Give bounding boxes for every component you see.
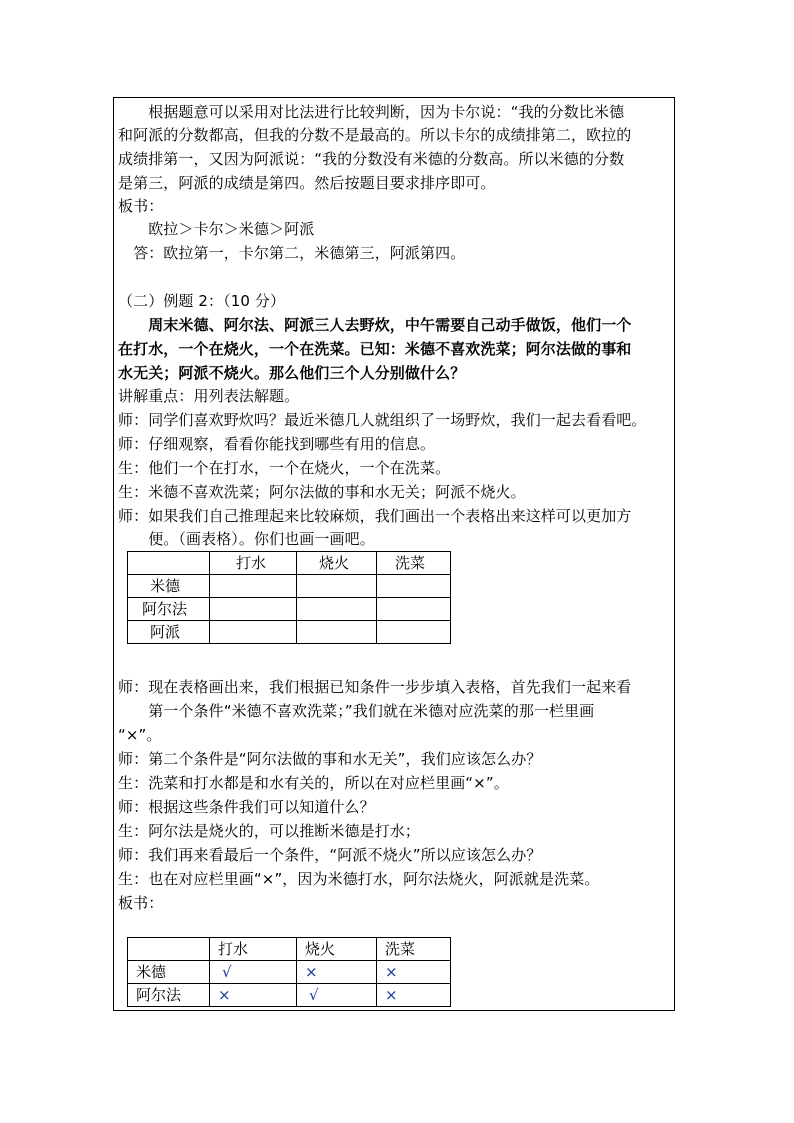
row-label: 阿尔法 <box>128 984 210 1007</box>
table-cell <box>210 575 297 598</box>
dialogue-line: 第一个条件“米德不喜欢洗菜；”我们就在米德对应洗菜的那一栏里画 <box>118 702 595 720</box>
table-cell <box>377 598 451 621</box>
row-label: 阿派 <box>128 621 210 644</box>
table-header-cell: 洗菜 <box>377 938 451 961</box>
table-row <box>128 575 451 598</box>
check-mark: √ <box>210 961 297 984</box>
row-label: 阿尔法 <box>128 598 210 621</box>
table-cell <box>210 621 297 644</box>
dialogue-line: “×”。 <box>118 726 162 744</box>
dialogue-line: 师：如果我们自己推理起来比较麻烦，我们画出一个表格出来这样可以更加方 <box>118 507 632 525</box>
dialogue-line: 生：阿尔法是烧火的，可以推断米德是打水； <box>118 822 421 840</box>
table-cell <box>128 552 210 575</box>
table-cell <box>297 598 377 621</box>
board-order: 欧拉＞卡尔＞米德＞阿派 <box>118 220 315 238</box>
dialogue-line: 生：他们一个在打水，一个在烧火，一个在洗菜。 <box>118 459 451 477</box>
table-header-cell: 烧火 <box>297 938 377 961</box>
result-table <box>127 937 451 1007</box>
table-header-row <box>128 938 451 961</box>
table-row <box>128 621 451 644</box>
problem-line: 水无关；阿派不烧火。那么他们三个人分别做什么？ <box>118 364 466 382</box>
board-label: 板书： <box>118 197 164 215</box>
answer-line: 答：欧拉第一，卡尔第二，米德第三，阿派第四。 <box>118 244 466 262</box>
problem-line: 周末米德、阿尔法、阿派三人去野炊，中午需要自己动手做饭，他们一个 <box>118 316 632 334</box>
dialogue-line: 师：我们再来看最后一个条件，“阿派不烧火”所以应该怎么办？ <box>118 846 542 864</box>
table-cell <box>128 938 210 961</box>
table-cell <box>377 575 451 598</box>
example2-heading: （二）例题 2：（10 分） <box>118 292 286 310</box>
table-cell <box>297 621 377 644</box>
cross-mark: × <box>210 984 297 1007</box>
cross-mark: × <box>297 961 377 984</box>
analysis-line: 是第三，阿派的成绩是第四。然后按题目要求排序即可。 <box>118 174 496 192</box>
problem-line: 在打水，一个在烧火，一个在洗菜。已知：米德不喜欢洗菜；阿尔法做的事和 <box>118 340 632 358</box>
table-header-cell: 洗菜 <box>377 552 451 575</box>
table-cell <box>297 575 377 598</box>
analysis-line: 根据题意可以采用对比法进行比较判断，因为卡尔说：“我的分数比米德 <box>118 103 625 121</box>
dialogue-line: 生：也在对应栏里画“×”，因为米德打水，阿尔法烧火，阿派就是洗菜。 <box>118 870 600 888</box>
table-row <box>128 961 451 984</box>
dialogue-line: 生：洗菜和打水都是和水有关的，所以在对应栏里画“×”。 <box>118 774 509 792</box>
board-label: 板书： <box>118 894 164 912</box>
blank-table <box>127 551 451 644</box>
dialogue-line: 师：现在表格画出来，我们根据已知条件一步步填入表格，首先我们一起来看 <box>118 678 632 696</box>
dialogue-line: 讲解重点：用列表法解题。 <box>118 387 300 405</box>
row-label: 米德 <box>128 575 210 598</box>
dialogue-line: 便。（画表格）。你们也画一画吧。 <box>118 530 375 548</box>
dialogue-line: 师：同学们喜欢野炊吗？最近米德几人就组织了一场野炊，我们一起去看看吧。 <box>118 411 647 429</box>
row-label: 米德 <box>128 961 210 984</box>
dialogue-line: 生：米德不喜欢洗菜；阿尔法做的事和水无关；阿派不烧火。 <box>118 483 526 501</box>
table-header-row <box>128 552 451 575</box>
table-cell <box>210 598 297 621</box>
dialogue-line: 师：第二个条件是“阿尔法做的事和水无关”，我们应该怎么办？ <box>118 750 542 768</box>
table-row <box>128 984 451 1007</box>
table-header-cell: 打水 <box>210 938 297 961</box>
table-cell <box>377 621 451 644</box>
analysis-line: 和阿派的分数都高，但我的分数不是最高的。所以卡尔的成绩排第二，欧拉的 <box>118 126 632 144</box>
dialogue-line: 师：根据这些条件我们可以知道什么？ <box>118 798 375 816</box>
dialogue-line: 师：仔细观察，看看你能找到哪些有用的信息。 <box>118 435 436 453</box>
check-mark: √ <box>297 984 377 1007</box>
table-header-cell: 打水 <box>210 552 297 575</box>
cross-mark: × <box>377 984 451 1007</box>
analysis-line: 成绩排第一，又因为阿派说：“我的分数没有米德的分数高。所以米德的分数 <box>118 150 625 168</box>
table-header-cell: 烧火 <box>297 552 377 575</box>
table-row <box>128 598 451 621</box>
cross-mark: × <box>377 961 451 984</box>
